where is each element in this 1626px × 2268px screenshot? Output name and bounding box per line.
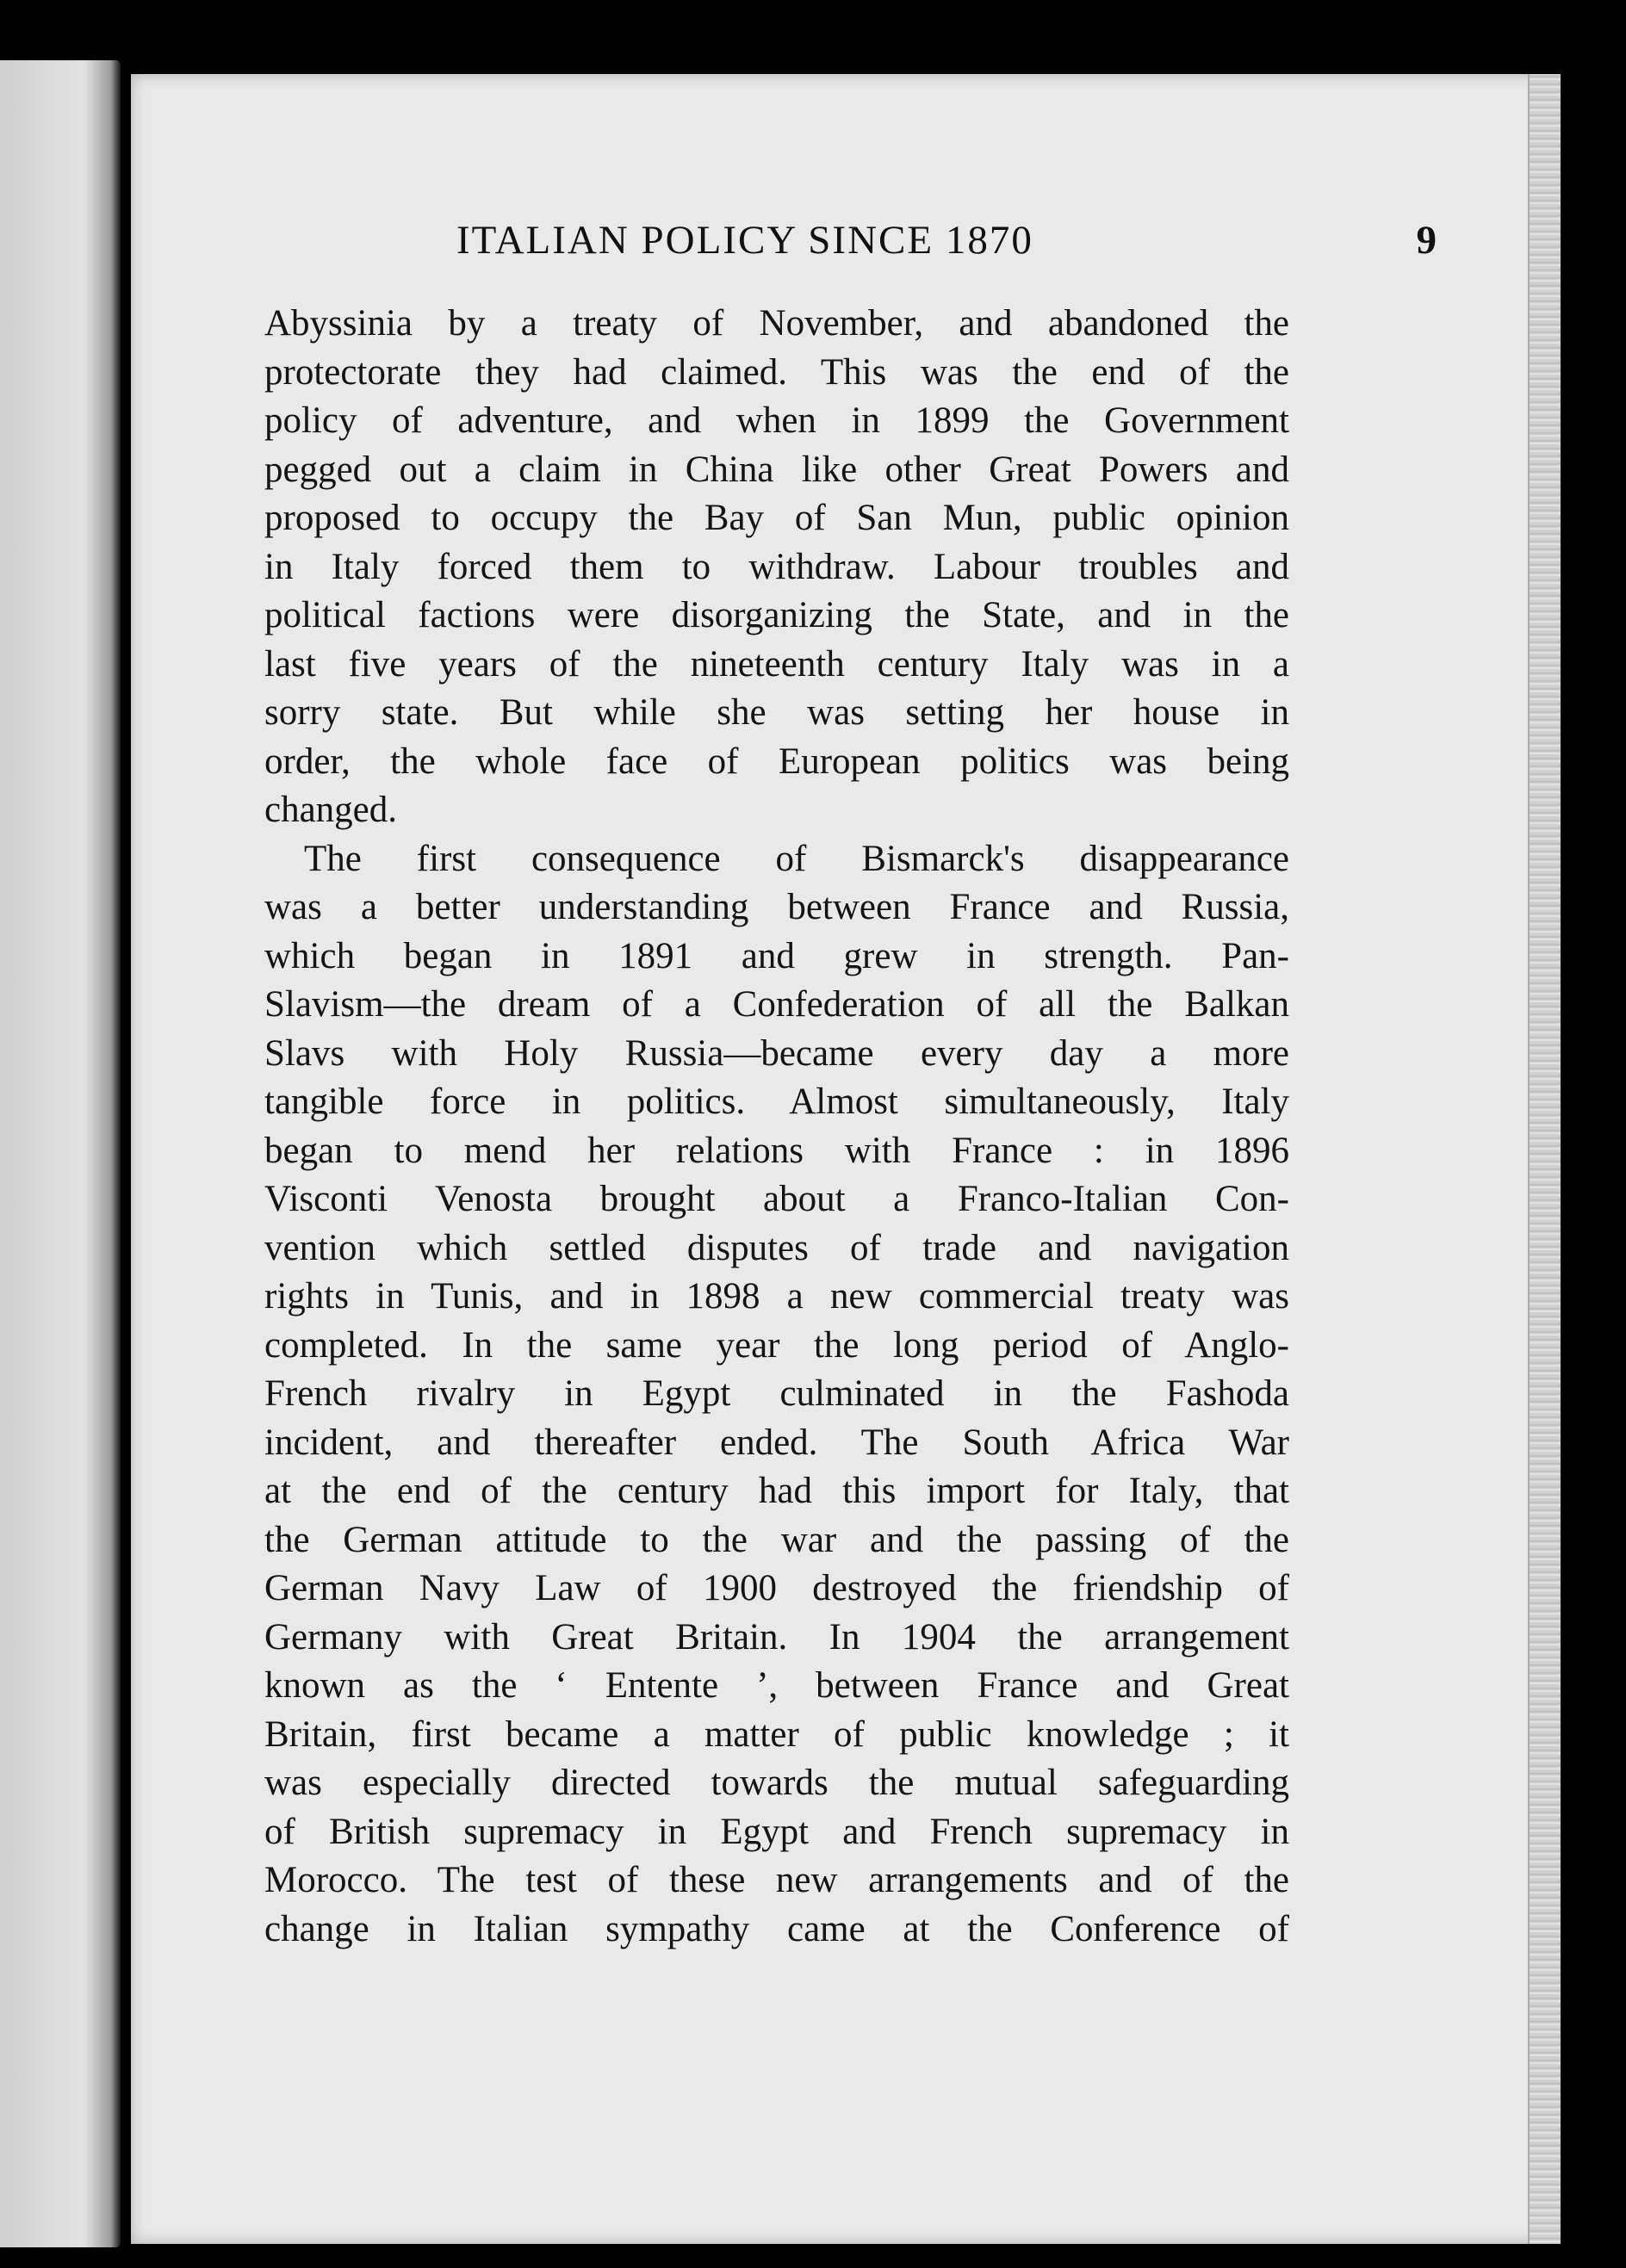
- text-line: in Italy forced them to withdraw. Labour troubles and: [264, 546, 1289, 587]
- text-line: the German attitude to the war and the passing of the: [264, 1519, 1289, 1560]
- page-stack-edge: [1528, 74, 1561, 2244]
- text-line: Slavism—the dream of a Confederation of all the Balkan: [264, 984, 1289, 1025]
- text-line: changed.: [264, 790, 398, 830]
- text-line: policy of adventure, and when in 1899 the Government: [264, 400, 1289, 441]
- text-line: vention which settled disputes of trade and navigation: [264, 1227, 1289, 1268]
- text-line: last five years of the nineteenth century Italy was in a: [264, 643, 1289, 685]
- paragraph-first-line: The first consequence of Bismarck's disappearance: [304, 838, 1289, 879]
- text-line: sorry state. But while she was setting her house in: [264, 692, 1289, 733]
- text-line: pegged out a claim in China like other Great Powers and: [264, 449, 1289, 490]
- text-line: Abyssinia by a treaty of November, and abandoned the: [264, 303, 1289, 344]
- text-line: order, the whole face of European politics was being: [264, 741, 1289, 782]
- text-line: Germany with Great Britain. In 1904 the arrangement: [264, 1616, 1289, 1658]
- body-text: [264, 300, 1289, 1954]
- text-line: German Navy Law of 1900 destroyed the friendship of: [264, 1568, 1289, 1608]
- text-line: incident, and thereafter ended. The South Africa War: [264, 1422, 1289, 1463]
- text-line: French rivalry in Egypt culminated in the Fashoda: [264, 1373, 1289, 1414]
- text-line: was a better understanding between France and Russia,: [264, 887, 1289, 927]
- text-line: was especially directed towards the mutual safeguarding: [264, 1763, 1289, 1803]
- text-line: known as the ‘ Entente ’, between France and Great: [264, 1665, 1289, 1706]
- book-page: [131, 74, 1561, 2244]
- text-line: tangible force in politics. Almost simultaneously, Italy: [264, 1081, 1289, 1122]
- text-line: Britain, first became a matter of public knowledge ; it: [264, 1713, 1289, 1755]
- previous-page-edge: [0, 60, 121, 2247]
- running-head-title: ITALIAN POLICY SINCE 1870: [456, 218, 1033, 263]
- text-line: Slavs with Holy Russia—became every day a more: [264, 1032, 1289, 1074]
- text-line: completed. In the same year the long period of Anglo-: [264, 1324, 1289, 1366]
- text-line: which began in 1891 and grew in strength. Pan-: [264, 935, 1289, 976]
- text-line: rights in Tunis, and in 1898 a new commercial treaty was: [264, 1276, 1289, 1317]
- text-line: Morocco. The test of these new arrangements and of the: [264, 1860, 1289, 1900]
- text-line: protectorate they had claimed. This was the end of the: [264, 351, 1289, 393]
- text-line: began to mend her relations with France : in 1896: [264, 1130, 1289, 1171]
- text-line: at the end of the century had this import for Italy, that: [264, 1471, 1289, 1511]
- text-line: political factions were disorganizing the State, and in the: [264, 595, 1289, 635]
- page-number: 9: [1416, 218, 1438, 263]
- text-line: of British supremacy in Egypt and French supremacy in: [264, 1811, 1289, 1852]
- text-line: proposed to occupy the Bay of San Mun, public opinion: [264, 498, 1289, 538]
- text-line: Visconti Venosta brought about a Franco-Italian Con-: [264, 1179, 1289, 1219]
- text-line: change in Italian sympathy came at the Conference of: [264, 1908, 1289, 1949]
